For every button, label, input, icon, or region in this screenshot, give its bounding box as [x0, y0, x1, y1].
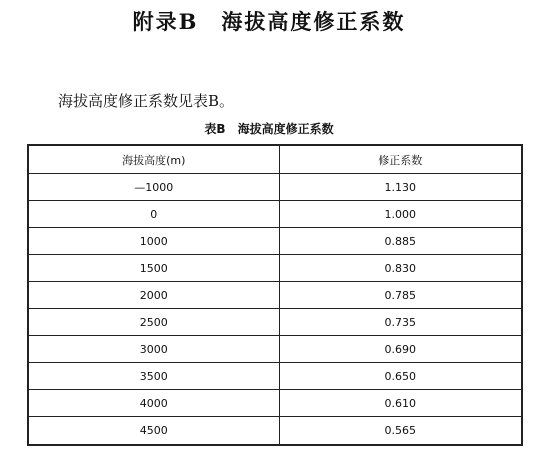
cell-coefficient: 0.885: [279, 228, 522, 255]
cell-coefficient: 1.000: [279, 201, 522, 228]
cell-altitude: 1500: [28, 255, 279, 282]
table-row: [28, 228, 522, 255]
cell-coefficient: 0.785: [279, 282, 522, 309]
cell-altitude: 4500: [28, 417, 279, 446]
cell-altitude: 2500: [28, 309, 279, 336]
cell-coefficient: 0.690: [279, 336, 522, 363]
cell-altitude: —1000: [28, 174, 279, 201]
table-row: [28, 363, 522, 390]
cell-coefficient: 0.735: [279, 309, 522, 336]
table-row: [28, 174, 522, 201]
table-row: [28, 201, 522, 228]
cell-coefficient: 1.130: [279, 174, 522, 201]
cell-altitude: 3000: [28, 336, 279, 363]
header-coefficient: 修正系数: [279, 145, 522, 174]
header-altitude: 海拔高度(m): [28, 145, 279, 174]
cell-coefficient: 0.830: [279, 255, 522, 282]
intro-text: 海拔高度修正系数见表B。: [58, 92, 235, 110]
table-row: [28, 417, 522, 446]
altitude-correction-table: [27, 144, 523, 446]
table-header-row: [28, 145, 522, 174]
cell-altitude: 3500: [28, 363, 279, 390]
cell-altitude: 4000: [28, 390, 279, 417]
cell-altitude: 2000: [28, 282, 279, 309]
table-caption: 表B 海拔高度修正系数: [204, 122, 334, 136]
table-row: [28, 336, 522, 363]
table-row: [28, 255, 522, 282]
cell-altitude: 1000: [28, 228, 279, 255]
table-row: [28, 390, 522, 417]
cell-altitude: 0: [28, 201, 279, 228]
cell-coefficient: 0.565: [279, 417, 522, 446]
table-row: [28, 282, 522, 309]
appendix-title: 附录B 海拔高度修正系数: [132, 9, 406, 34]
table-row: [28, 309, 522, 336]
cell-coefficient: 0.610: [279, 390, 522, 417]
cell-coefficient: 0.650: [279, 363, 522, 390]
